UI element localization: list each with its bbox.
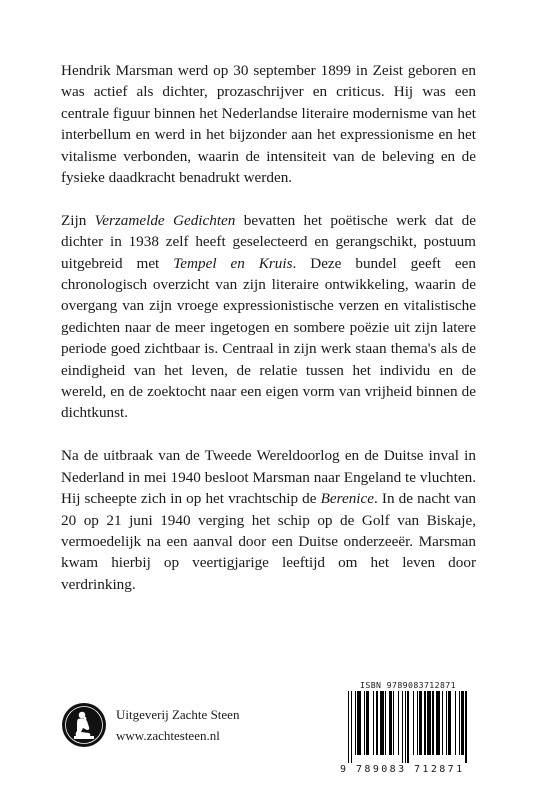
isbn-label: ISBN 9789083712871: [360, 680, 456, 690]
blurb-p2-text-c: . Deze bundel geeft een chronologisch overzicht van zijn literaire ontwikkeling, waarin de overgang van zijn vroege expressionistische verzen en vitalistische gedichten naar de meer ingetogen en sombere poëzie uit zijn latere periode goed zichtbaar is. Centraal in zijn werk staan thema's als de eindigheid van het leven, de relatie tussen het individu en de wereld, en de zoektocht naar een eigen vorm van vrijheid binnen de dichtkunst.: [61, 254, 476, 422]
thinker-statue-icon: [62, 703, 106, 747]
barcode-bar: [373, 691, 374, 755]
barcode-bar: [398, 691, 399, 755]
barcode-bar: [405, 691, 406, 763]
barcode-bar: [448, 691, 451, 755]
barcode-bar: [419, 691, 422, 755]
publisher-website: www.zachtesteen.nl: [116, 728, 220, 743]
barcode-bar: [442, 691, 443, 755]
barcode-bar: [455, 691, 456, 755]
barcode-bar: [357, 691, 361, 755]
barcode-bar: [376, 691, 379, 755]
barcode-bar: [393, 691, 394, 755]
barcode-bar: [348, 691, 349, 763]
barcode-bar: [355, 691, 356, 755]
publisher-name: Uitgeverij Zachte Steen: [116, 707, 240, 722]
barcode-bar: [402, 691, 403, 763]
blurb-paragraph-2: [61, 210, 476, 424]
blurb-p2-text-a: Zijn: [61, 211, 95, 229]
blurb-p3-text-b: . In de nacht van 20 op 21 juni 1940 verging het schip op de Golf van Biskaje, vermoedelijk na een aanval door een Duitse onderzeeër. Marsman kwam hierbij op veertigjarige leeftijd om het leven door verdrinking.: [61, 490, 476, 593]
barcode-bar: [432, 691, 433, 755]
barcode-bar: [413, 691, 414, 755]
barcode-bar: [461, 691, 464, 755]
blurb-p2-text-b: bevatten het poëtische werk dat de dichter in 1938 zelf heeft geselecteerd en gerangschikt, postuum uitgebreid met: [61, 211, 476, 272]
barcode-bar: [427, 691, 431, 755]
isbn-barcode: [338, 680, 478, 780]
barcode-bar: [459, 691, 460, 755]
publisher-text: [116, 704, 239, 746]
publisher-block: [62, 700, 239, 750]
barcode-bar: [446, 691, 447, 755]
barcode-bar: [380, 691, 384, 755]
book-title-tempel-en-kruis: Tempel en Kruis: [173, 254, 293, 272]
blurb-p3-text-a: Na de uitbraak van de Tweede Wereldoorlog en de Duitse inval in Nederland in mei 1940 besloot Marsman naar Engeland te vluchten. Hij scheepte zich in op het vrachtschip de: [61, 447, 476, 508]
barcode-bar: [351, 691, 352, 763]
barcode-bar: [417, 691, 418, 755]
barcode-bar: [424, 691, 425, 755]
isbn-digits-right: 712871: [414, 764, 465, 775]
barcode-bar: [465, 691, 466, 763]
book-title-verzamelde-gedichten: Verzamelde Gedichten: [94, 211, 236, 229]
barcode-bar: [389, 691, 392, 755]
ship-name-berenice: Berenice: [320, 490, 375, 508]
blurb-paragraph-1: Hendrik Marsman werd op 30 september 1899 in Zeist geboren en was actief als dichter, prozaschrijver en criticus. Hij was een centrale figuur binnen het Nederlandse literaire modernisme van het interbellum en werd in het bijzonder aan het expressionisme en het vitalisme verbonden, waarin de intensiteit van de beleving en de fysieke daadkracht benadrukt werden.: [61, 62, 476, 187]
barcode-bar: [364, 691, 365, 755]
isbn-digits-left: 789083: [356, 764, 407, 775]
barcode-bars: [348, 691, 468, 763]
isbn-digit-first: 9: [340, 764, 347, 775]
blurb-paragraph-3: [61, 445, 476, 595]
barcode-bar: [366, 691, 369, 755]
barcode-bar: [436, 691, 440, 755]
back-cover-blurb: [61, 60, 476, 617]
barcode-bar: [407, 691, 408, 763]
barcode-bar: [385, 691, 386, 755]
